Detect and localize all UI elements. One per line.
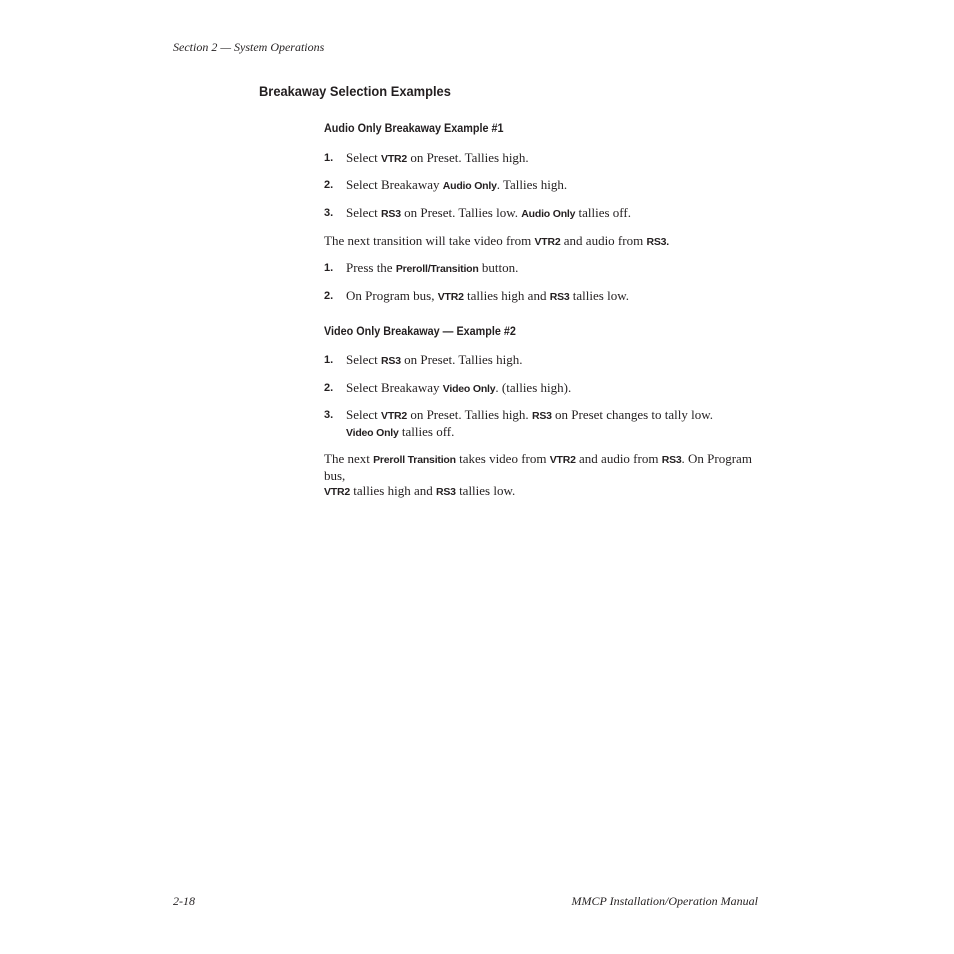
example-1-heading: Audio Only Breakaway Example #1 — [324, 121, 504, 135]
example-2-heading: Video Only Breakaway — Example #2 — [324, 324, 516, 338]
step-number: 3. — [324, 409, 334, 421]
step-number: 1. — [324, 152, 334, 164]
key-vtr2: VTR2 — [324, 486, 351, 498]
key-rs3: RS3 — [549, 291, 570, 303]
example-1-step-1: 1. Select VTR2 on Preset. Tallies high. — [324, 150, 529, 165]
key-preroll-transition: Preroll Transition — [373, 454, 456, 466]
step-number: 1. — [324, 354, 334, 366]
example-1-step2-2: 2. On Program bus, VTR2 tallies high and RS3 tallies low. — [324, 288, 629, 303]
example-2-step-1: 1. Select RS3 on Preset. Tallies high. — [324, 352, 523, 367]
step-number: 2. — [324, 382, 334, 394]
key-vtr2: VTR2 — [381, 153, 408, 165]
example-2-note: The next Preroll Transition takes video from VTR2 and audio from RS3. On Program bus, VTR2 tallies high and RS3 tallies low. — [324, 451, 752, 498]
key-vtr2: VTR2 — [437, 291, 464, 303]
example-1-step2-1: 1. Press the Preroll/Transition button. — [324, 260, 519, 275]
key-rs3: RS3 — [661, 454, 682, 466]
key-audio-only: Audio Only — [442, 180, 497, 192]
page-number: 2-18 — [173, 894, 195, 908]
example-2-step-2: 2. Select Breakaway Video Only. (tallies high). — [324, 380, 572, 395]
manual-title: MMCP Installation/Operation Manual — [571, 894, 758, 908]
key-vtr2: VTR2 — [549, 454, 576, 466]
key-rs3: RS3 — [381, 208, 401, 220]
running-head: Section 2 — System Operations — [173, 40, 325, 54]
key-rs3: RS3 — [381, 355, 401, 367]
key-rs3: RS3 — [435, 486, 456, 498]
step-number: 2. — [324, 290, 334, 302]
step-number: 1. — [324, 262, 334, 274]
example-1-note: The next transition will take video from VTR2 and audio from RS3. — [324, 233, 669, 248]
key-rs3: RS3. — [646, 236, 669, 248]
example-2-step-3: 3. Select VTR2 on Preset. Tallies high. RS3 on Preset changes to tally low. Video Only tallies off. — [324, 407, 714, 439]
key-video-only: Video Only — [346, 427, 399, 439]
key-vtr2: VTR2 — [381, 410, 408, 422]
key-vtr2: VTR2 — [534, 236, 561, 248]
key-audio-only: Audio Only — [521, 208, 576, 220]
step-number: 2. — [324, 179, 334, 191]
key-video-only: Video Only — [442, 383, 496, 395]
example-1-step-2: 2. Select Breakaway Audio Only. Tallies high. — [324, 177, 568, 192]
key-rs3: RS3 — [531, 410, 552, 422]
key-preroll-transition: Preroll/Transition — [395, 263, 479, 275]
step-number: 3. — [324, 207, 334, 219]
section-heading: Breakaway Selection Examples — [259, 83, 451, 99]
example-1-step-3: 3. Select RS3 on Preset. Tallies low. Audio Only tallies off. — [324, 205, 631, 220]
